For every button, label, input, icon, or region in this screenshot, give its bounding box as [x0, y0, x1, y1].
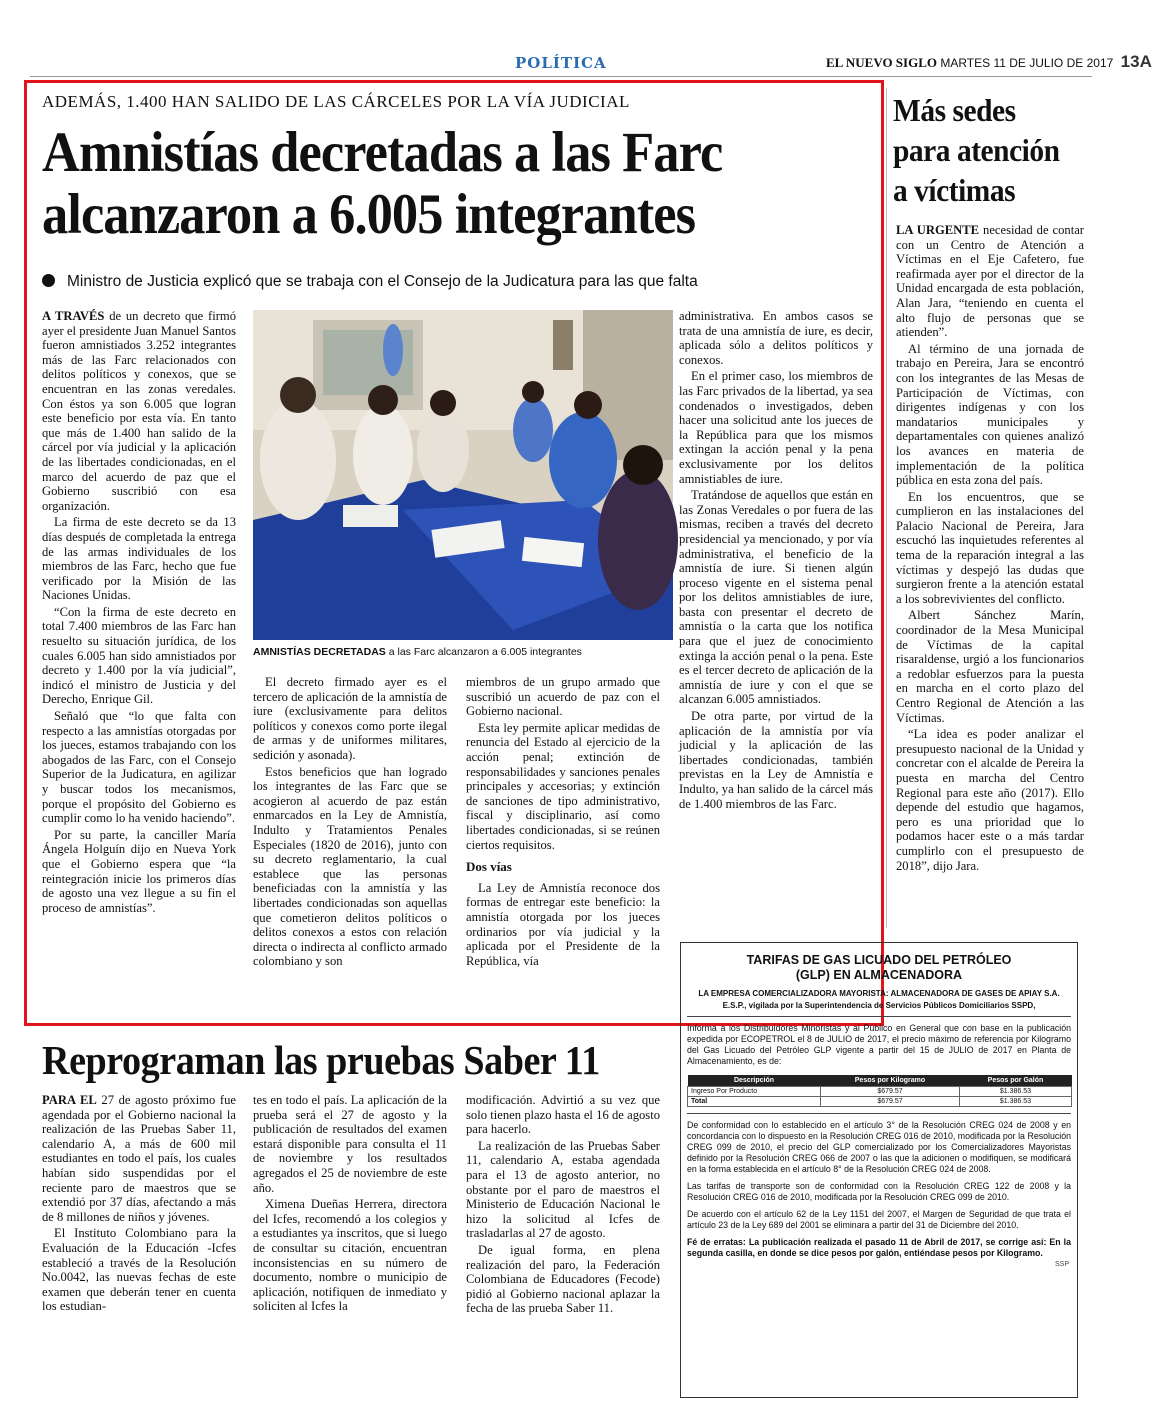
- table-header: Descripción: [688, 1075, 821, 1087]
- notice-company: LA EMPRESA COMERCIALIZADORA MAYORISTA: ALMACENADORA DE GASES DE APIAY S.A.: [698, 989, 1060, 998]
- gas-tariff-notice: [680, 942, 1078, 1398]
- notice-signature: SSP: [1054, 1261, 1069, 1268]
- paragraph: 27 de agosto próximo fue agendada por el Gobierno nacional la realización de las Pruebas Saber 11, calendario A, a más de 600 mil estudiantes en todo el país, los cuales habían sido suspendidas por el reciente paro de maestros que se extendió por 37 días, afectando a más de 8 millones de niños y jóvenes.: [42, 1093, 237, 1224]
- notice-intro: Informa a los Distribuidores Minoristas y al Público en General que con base en la publicación expedida por ECOPETROL el 8 de JULIO de 2017, el precio máximo de referencia por Kilogramo del Gas Licuado del Petróleo GLP vigente a partir del 15 de JULIO de 2017 en Planta de Almacenamiento, es de:: [687, 1023, 1071, 1066]
- notice-rule: [687, 1016, 1071, 1017]
- notice-title-line: TARIFAS DE GAS LICUADO DEL PETRÓLEO: [746, 953, 1012, 967]
- paragraph: En el primer caso, los miembros de las Farc privados de la libertad, ya sea condenados o investigados, deben hacer una solicitud ante los jueces de la República para que los mismos extingan la acción penal y la pena exclusivamente por los delitos amnistiables de iure.: [679, 369, 873, 486]
- paragraph: Albert Sánchez Marín, coordinador de la Mesa Municipal de Víctimas de la capital risaraldense, urgió a los funcionarios a redoblar esfuerzos para la puesta en marcha en el corto plazo del Centro Regional de Atención a las Víctimas.: [896, 608, 1084, 725]
- paragraph: Estos beneficios que han logrado los integrantes de las Farc que se acogieron al acuerdo de paz están enmarcados en la Ley de Amnistía, Indulto y Tratamientos Penales Especiales (1820 de 2016), junto con su decreto reglamentario, la cual establece que las personas beneficiadas con la amnistía y las libertades condicionadas son aquellas que cometieron delitos políticos o delitos conexos a estos con relación directa o indirecta al conflicto armado colombiano y son: [253, 764, 447, 969]
- second-column-1: [42, 1093, 236, 1316]
- caption-text: a las Farc alcanzaron a 6.005 integrantes: [385, 646, 582, 658]
- article-photo: [253, 310, 673, 640]
- notice-paragraph: Las tarifas de transporte son de conformidad con la Resolución CREG 122 de 2008 y la Resolución CREG 016 de 2010, modificada por la Resolución CREG 099 de 2010.: [687, 1181, 1071, 1202]
- paragraph: miembros de un grupo armado que suscribió un acuerdo de paz con el Gobierno nacional.: [466, 675, 660, 719]
- table-cell: Ingreso Por Producto: [688, 1087, 821, 1097]
- second-headline: Reprograman las pruebas Saber 11: [42, 1037, 600, 1083]
- paragraph: “Con la firma de este decreto en total 7.400 miembros de las Farc han resuelto su situación jurídica, de los cuales 6.005 han sido amnistiados por decreto y 1.400 por la vía judicial”, indicó el ministro de Justicia y del Derecho, Enrique Gil.: [42, 604, 236, 707]
- notice-title-line: (GLP) EN ALMACENADORA: [795, 968, 963, 982]
- paragraph: Tratándose de aquellos que están en las Zonas Veredales o por fuera de las mismas, reciben a través del decreto presidencial ya mencionado, y por vía administrativa, el beneficio de la amnistía de iure. Si tienen algún proceso vigente en el sistema penal por los delitos amnistiables de iure, basta con presentar el decreto de amnistía o la carta que los notifica para que el juez de conocimiento extinga la acción penal o la pena. Este es el tercer decreto de aplicación de la amnistía de iure y con el que se alcanzan 6.005 amnistiados.: [679, 488, 873, 707]
- sidebar-headline: Más sedes para atención a víctimas: [893, 92, 1060, 208]
- page-number: 13A: [1120, 52, 1152, 71]
- paragraph: tes en todo el país. La aplicación de la prueba será el 27 de agosto y la publicación de resultados del examen estará disponible para consulta el 11 de noviembre y los resultados agregados el 25 de noviembre de este año.: [253, 1093, 447, 1195]
- second-column-2: [253, 1093, 447, 1316]
- photo-caption: [253, 646, 683, 658]
- second-column-3: [466, 1093, 660, 1318]
- paragraph: Ximena Dueñas Herrera, directora del Icfes, recomendó a los colegios y a estudiantes ya inscritos, que si luego de consultar su citación, encuentran inconsistencias en su número de documento, nombre o municipio de aplicación, notifiquen de inmediato y soliciten al Icfes la: [253, 1197, 447, 1314]
- paragraph: administrativa. En ambos casos se trata de una amnistía de iure, es decir, aplicada sólo a delitos políticos y conexos.: [679, 309, 873, 367]
- table-row: [688, 1097, 1072, 1107]
- notice-paragraph: De conformidad con lo establecido en el artículo 3° de la Resolución CREG 024 de 2008 y en concordancia con lo dispuesto en la Resolución CREG 016 de 2010, modificada por la Resolución CREG 099 de 2010, el precio del GLP comercializado por los Comercializadores Mayoristas definido por la Resolución CREG 066 de 2007 o las que la adicionen o modifiquen, se modificará en la forma establecida en el artículo 8° de la Resolución CREG 024 de 2008.: [687, 1120, 1071, 1174]
- table-header: Pesos por Galón: [959, 1075, 1071, 1087]
- table-cell: Total: [688, 1097, 821, 1107]
- photo-illustration: [253, 310, 673, 640]
- notice-erratum: Fé de erratas: La publicación realizada el pasado 11 de Abril de 2017, se corrige así: En la segunda casilla, en donde se dice pesos por galón, entiéndase pesos por Kilogramo.: [687, 1237, 1071, 1258]
- paragraph: La firma de este decreto se da 13 días después de completada la entrega de las armas individuales de los miembros de las Farc, hecho que fue verificado por la Misión de las Naciones Unidas.: [42, 515, 236, 603]
- article-headline: Amnistías decretadas a las Farc alcanzaron a 6.005 integrantes: [42, 121, 723, 246]
- table-row: [688, 1087, 1072, 1097]
- paragraph: La realización de las Pruebas Saber 11, calendario A, estaba agendada para el 13 de agosto anterior, no obstante por el paro de maestros el Ministerio de Educación Nacional le hizo la solicitud al Icfes de trasladarlas al 27 de agosto.: [466, 1138, 660, 1241]
- paragraph: de un decreto que firmó ayer el presidente Juan Manuel Santos fueron amnistiados 3.252 integrantes más de las Farc relacionados con delitos políticos y conexos, que se encuentran en las zonas veredales. Con éstos ya son 6.005 que logran este beneficio por esta vía. En tanto que más de 1.400 han salido de la cárcel por vía judicial y la aplicación de las libertades condicionadas, en el marco del acuerdo de paz que el Gobierno suscribió con esa organización.: [42, 309, 236, 513]
- article-column-2: [253, 675, 447, 971]
- table-header: Pesos por Kilogramo: [821, 1075, 960, 1087]
- subhead: Dos vías: [466, 859, 512, 875]
- issue-date: MARTES 11 DE JULIO DE 2017: [940, 56, 1114, 70]
- paragraph: “La idea es poder analizar el presupuesto nacional de la Unidad y concretar con el alcalde de Pereira la puesta en marcha del Centro Regional para este año (2017). Ello depende del estudio que hagamos, pero es una prioridad que lo podamos hacer este o a más tardar cumplirlo con el presupuesto de 2018”, dijo Jara.: [896, 727, 1084, 873]
- notice-title: [681, 953, 1077, 983]
- lead-word: LA URGENTE: [896, 223, 980, 237]
- table-cell: $1.386.53: [959, 1097, 1071, 1107]
- article-dek: [42, 273, 882, 291]
- lead-word: A TRAVÉS: [42, 309, 105, 323]
- paragraph: De otra parte, por virtud de la aplicación de la amnistía por vía judicial y la aplicación de las libertades condicionadas, también previstas en la Ley de Amnistía e Indulto, ya han salido de la cárcel más de 1.400 miembros de las Farc.: [679, 709, 873, 811]
- lead-word: PARA EL: [42, 1093, 97, 1107]
- section-label: POLÍTICA: [515, 54, 607, 72]
- paragraph: El Instituto Colombiano para la Evaluación de la Educación -Icfes estableció a través de la Resolución No.0042, las nuevas fechas de este examen que deberán tener en cuenta los estudian-: [42, 1226, 236, 1314]
- sidebar-column: [896, 223, 1084, 875]
- paragraph: modificación. Advirtió a su vez que solo tienen plazo hasta el 16 de agosto para hacerlo.: [466, 1093, 660, 1137]
- article-column-1: [42, 309, 236, 917]
- paragraph: En los encuentros, que se cumplieron en las instalaciones del Palacio Nacional de Pereira, Jara escuchó las inquietudes referentes al tema de la reparación integral a las víctimas y despejó las dudas que surgieron frente a la atención estatal a los sobrevivientes del conflicto.: [896, 489, 1084, 606]
- masthead: [826, 52, 1152, 72]
- paragraph: Esta ley permite aplicar medidas de renuncia del Estado al ejercicio de la acción penal; extinción de responsabilidades y sanciones penales principales y accesorias; y extinción de sanciones de tipo administrativo, fiscal y disciplinario, así como libertades condicionadas, si se reúnen ciertos requisitos.: [466, 720, 660, 852]
- paragraph: Señaló que “lo que falta con respecto a las amnistías otorgadas por los jueces, estamos trabajando con los abogados de las Farc, con el Consejo Superior de la Judicatura, en agilizar y buscar todos los mecanismos, porque el propósito del Gobierno es cumplir como lo ha venido haciendo”.: [42, 709, 236, 826]
- paragraph: El decreto firmado ayer es el tercero de aplicación de la amnistía de iure (exclusivamente para delitos políticos y conexos como porte ilegal de armas y de uniformes militares, sedición y asonada).: [253, 675, 447, 762]
- dek-text: Ministro de Justicia explicó que se trabaja con el Consejo de la Judicatura para las que falta: [67, 273, 698, 290]
- newspaper-brand: EL NUEVO SIGLO: [826, 55, 937, 70]
- table-cell: $679.57: [821, 1097, 960, 1107]
- column-divider: [886, 88, 887, 928]
- notice-paragraph: De acuerdo con el artículo 62 de la Ley 1151 del 2007, el Margen de Seguridad de que trata el artículo 23 de la Ley 689 del 2001 se eliminara a partir del 31 de Diciembre del 2010.: [687, 1209, 1071, 1230]
- paragraph: necesidad de contar con un Centro de Atención a Víctimas en el Eje Cafetero, fue reafirmada ayer por el director de la Unidad encargada de esta población, Alan Jara, “teniendo en cuenta el alto flujo de personas que se atienden”.: [896, 223, 1084, 340]
- paragraph: De igual forma, en plena realización del paro, la Federación Colombiana de Educadores (Fecode) pidió al Gobierno nacional aplazar la fecha de las prueba Saber 11.: [466, 1242, 660, 1316]
- article-column-3: [466, 675, 660, 970]
- article-column-4: [679, 309, 873, 813]
- article-kicker: ADEMÁS, 1.400 HAN SALIDO DE LAS CÁRCELES POR LA VÍA JUDICIAL: [42, 92, 630, 111]
- notice-rule: [687, 1113, 1071, 1114]
- paragraph: Al término de una jornada de trabajo en Pereira, Jara se encontró con los integrantes de las Mesas de Participación de Víctimas, con dirigentes indígenas y con los mandatarios municipales y departamentales con quienes analizó los avances en materia de implementación de la política pública en esta zona del país.: [896, 341, 1084, 488]
- notice-vigilada: E.S.P., vigilada por la Superintendencia de Servicios Públicos Domiciliarios SSPD,: [722, 1001, 1036, 1010]
- paragraph: La Ley de Amnistía reconoce dos formas de entregar este beneficio: la amnistía otorgada por los jueces ordinarios por vía judicial y la aplicada por el Presidente de la República, vía: [466, 880, 660, 968]
- tariff-table: [687, 1075, 1072, 1107]
- caption-bold: AMNISTÍAS DECRETADAS: [253, 646, 386, 658]
- header-rule: [30, 76, 1092, 77]
- table-cell: $679.57: [821, 1087, 960, 1097]
- paragraph: Por su parte, la canciller María Ángela Holguín dijo en Nueva York que el Gobierno espera que “la reintegración inicie los primeros días de agosto una vez llegue a su fin el proceso de amnistías”.: [42, 827, 236, 915]
- bullet-icon: [42, 274, 55, 287]
- table-cell: $1.386.53: [959, 1087, 1071, 1097]
